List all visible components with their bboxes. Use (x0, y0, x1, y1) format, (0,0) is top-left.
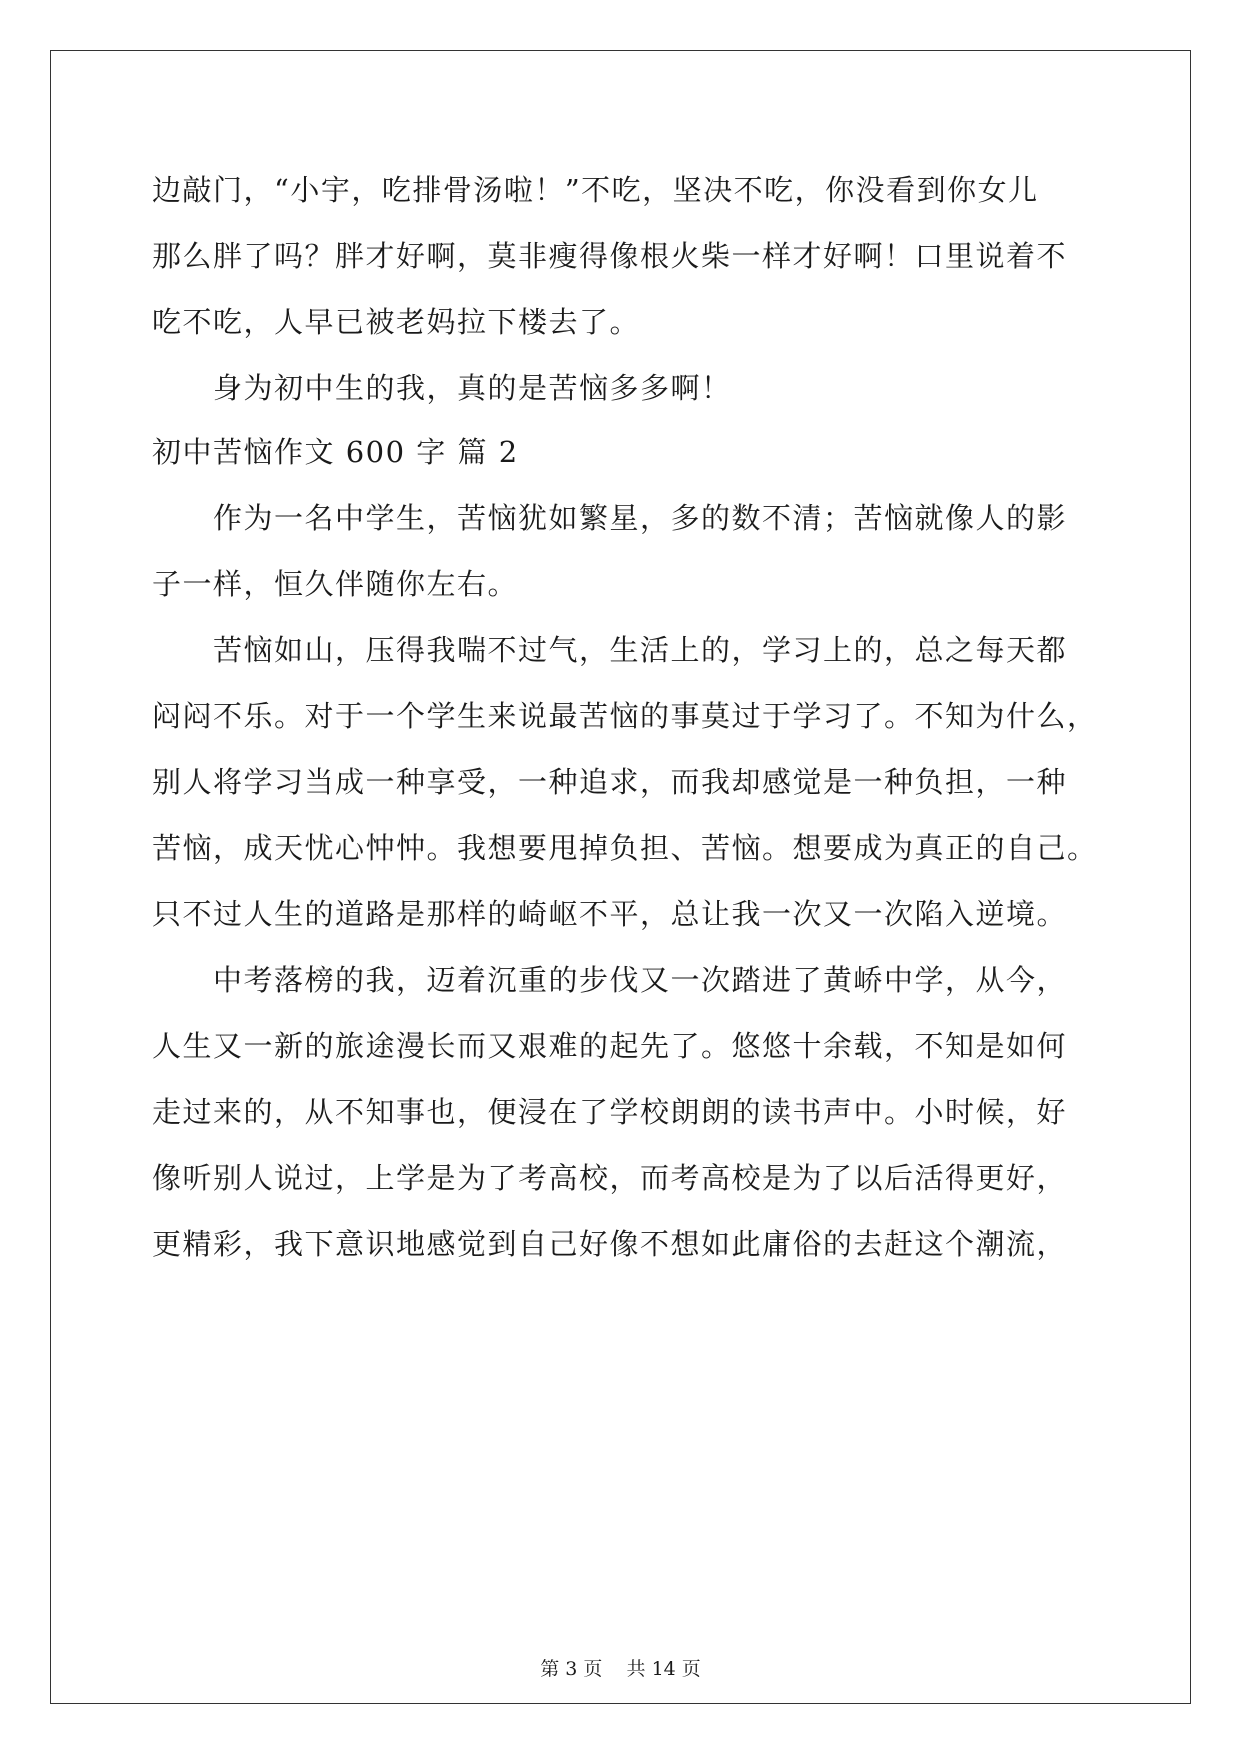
text-line: 人生又一新的旅途漫长而又艰难的起先了。悠悠十余载，不知是如何 (152, 1029, 1068, 1063)
text-line: 身为初中生的我，真的是苦恼多多啊！ (152, 371, 732, 405)
text-line: 吃不吃，人早已被老妈拉下楼去了。 (152, 305, 641, 339)
text-line: 那么胖了吗？胖才好啊，莫非瘦得像根火柴一样才好啊！口里说着不 (152, 239, 1068, 273)
page-number: 第 3 页 共 14 页 (540, 1658, 701, 1680)
text-line: 走过来的，从不知事也，便浸在了学校朗朗的读书声中。小时候，好 (152, 1095, 1068, 1129)
text-line: 闷闷不乐。对于一个学生来说最苦恼的事莫过于学习了。不知为什么， (152, 699, 1098, 733)
text-line: 中考落榜的我，迈着沉重的步伐又一次踏进了黄峤中学，从今， (152, 963, 1068, 997)
section-heading: 初中苦恼作文 600 字 篇 2 (152, 435, 519, 469)
text-line: 更精彩，我下意识地感觉到自己好像不想如此庸俗的去赶这个潮流， (152, 1227, 1068, 1261)
text-line: 只不过人生的道路是那样的崎岖不平，总让我一次又一次陷入逆境。 (152, 897, 1068, 931)
text-line: 边敲门，“小宇，吃排骨汤啦！”不吃，坚决不吃，你没看到你女儿 (152, 173, 1039, 207)
text-line: 苦恼，成天忧心忡忡。我想要甩掉负担、苦恼。想要成为真正的自己。 (152, 831, 1098, 865)
page-border (50, 50, 1191, 1704)
text-line: 子一样，恒久伴随你左右。 (152, 567, 519, 601)
text-line: 像听别人说过，上学是为了考高校，而考高校是为了以后活得更好， (152, 1161, 1068, 1195)
text-line: 别人将学习当成一种享受，一种追求，而我却感觉是一种负担，一种 (152, 765, 1068, 799)
text-line: 作为一名中学生，苦恼犹如繁星，多的数不清；苦恼就像人的影 (152, 501, 1068, 535)
text-line: 苦恼如山，压得我喘不过气，生活上的，学习上的，总之每天都 (152, 633, 1068, 667)
